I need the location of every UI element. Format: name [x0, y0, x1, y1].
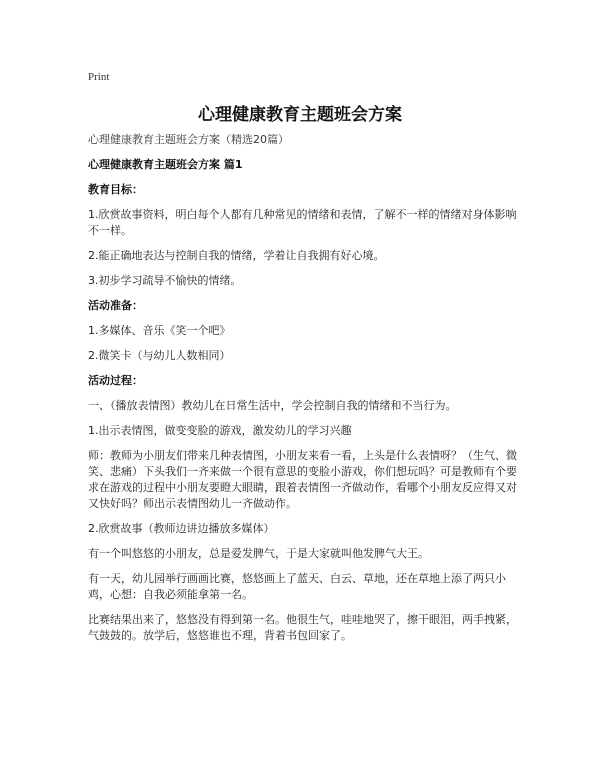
goal-item: 2.能正确地表达与控制自我的情绪，学着让自我拥有好心境。: [88, 249, 385, 262]
process-paragraph: 1.出示表情图，做变变脸的游戏，激发幼儿的学习兴趣: [88, 424, 352, 437]
prep-item: 2.微笑卡（与幼儿人数相同）: [88, 349, 231, 362]
process-heading: 活动过程：: [88, 374, 143, 387]
document-title: 心理健康教育主题班会方案: [198, 105, 402, 125]
prep-heading: 活动准备：: [88, 299, 143, 312]
document-subtitle: 心理健康教育主题班会方案（精选20篇）: [88, 133, 289, 146]
prep-item: 1.多媒体、音乐《笑一个吧》: [88, 324, 231, 337]
process-paragraph: 2.欣赏故事（教师边讲边播放多媒体）: [88, 522, 275, 535]
goal-item: 1.欣赏故事资料，明白每个人都有几种常见的情绪和表情，了解不一样的情绪对身体影响不一样。: [88, 208, 517, 237]
print-label: Print: [88, 71, 110, 83]
goal-item: 3.初步学习疏导不愉快的情绪。: [88, 274, 242, 287]
process-paragraph: 一、（播放表情图）教幼儿在日常生活中，学会控制自我的情绪和不当行为。: [88, 399, 457, 412]
document-body: [88, 132, 520, 653]
process-paragraph: 比赛结果出来了，悠悠没有得到第一名。他很生气，哇哇地哭了，擦干眼泪，两手拽紧，气鼓鼓的。放学后，悠悠谁也不理，背着书包回家了。: [88, 613, 517, 642]
process-paragraph: 有一个叫悠悠的小朋友，总是爱发脾气，于是大家就叫他发脾气大王。: [88, 547, 429, 560]
process-paragraph: 有一天，幼儿园举行画画比赛，悠悠画上了蓝天、白云、草地，还在草地上添了两只小鸡，心想：自我必须能拿第一名。: [88, 572, 506, 601]
section-title: 心理健康教育主题班会方案 篇1: [88, 158, 243, 171]
process-paragraph: 师：教师为小朋友们带来几种表情图，小朋友来看一看，上头是什么表情呀？（生气、微笑、悲痛）下头我们一齐来做一个很有意思的变脸小游戏，你们想玩吗？可是教师有个要求在游戏的过程中小朋友要瞪大眼睛，跟着表情图一齐做动作，看哪个小朋友反应得又对又快好吗？师出示表情图幼儿一齐做动作。: [88, 449, 517, 510]
goals-heading: 教育目标：: [88, 183, 143, 196]
